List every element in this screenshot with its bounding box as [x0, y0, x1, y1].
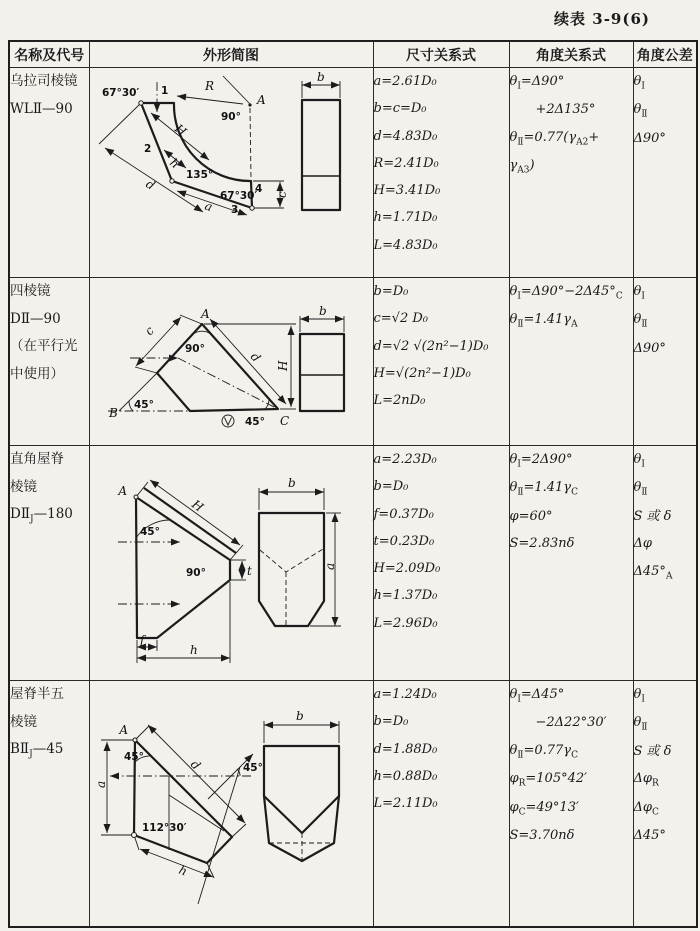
angle-formulas: $\theta_Ⅰ=\Delta 90^\circ$ +2Δ135° $\theta_Ⅱ=0.77(\gamma_{A2}+$ $\gamma_{A3}$)	[509, 68, 633, 278]
angle-label: 67°30′	[219, 190, 257, 202]
vertex-label-B: B	[108, 406, 118, 420]
dimension-formulas: b=D₀ c=√2 D₀ d=√2 √(2n²−1)D₀ H=√(2n²−1)D₀ L=2nD₀	[373, 278, 509, 446]
angle-label: 67°30′	[101, 87, 139, 99]
angle-label: 45°	[244, 416, 265, 428]
dim-label-c: c	[141, 323, 157, 339]
dim-label-H: H	[188, 497, 206, 515]
dim-label-b: b	[318, 304, 327, 318]
vertex-label-A: A	[256, 93, 266, 107]
wollaston-prism-diagram	[90, 68, 374, 274]
vertex-label-A: A	[200, 307, 210, 321]
dim-label-f: f	[139, 633, 144, 647]
tolerance-list: $\theta_Ⅰ$ $\theta_Ⅱ$ S 或 δ $\Delta\varphi_R$ $\Delta\varphi_C$ Δ45°	[633, 681, 697, 927]
face-label: 4	[254, 183, 262, 195]
prism-name: 屋脊半五 棱镜 $BⅡ_J—45$	[9, 681, 89, 927]
dim-label-a: a	[322, 562, 337, 570]
col-header-angles: 角度关系式	[509, 41, 633, 68]
tolerance-list: $\theta_Ⅰ$ $\theta_Ⅱ$ Δ90°	[633, 68, 697, 278]
table-caption: 续表 3-9(6)	[554, 10, 650, 28]
prism-name: 乌拉司棱镜 WLⅡ—90	[9, 68, 89, 278]
prism-spec-table	[8, 40, 698, 928]
angle-label: 112°30′	[141, 822, 187, 834]
col-header-tolerance: 角度公差	[633, 41, 697, 68]
angle-label: 90°	[220, 111, 241, 123]
angle-label: 45°	[133, 399, 154, 411]
angle-formulas: $\theta_Ⅰ=2\Delta 90^\circ$ $\theta_Ⅱ=1.41\gamma_C$ φ=60° S=2.83nδ	[509, 446, 633, 681]
col-header-dimensions: 尺寸关系式	[373, 41, 509, 68]
four-sided-prism-diagram	[90, 278, 374, 442]
table-row-four-sided-prism	[9, 278, 697, 446]
table-row-roof-right-angle-prism	[9, 446, 697, 681]
angle-label: 135°	[185, 169, 213, 181]
dimension-formulas: a=1.24D₀ b=D₀ d=1.88D₀ h=0.88D₀ L=2.11D₀	[373, 681, 509, 927]
face-label: 3	[230, 204, 238, 216]
angle-label: 45°	[139, 526, 160, 538]
dim-label-a: a	[202, 198, 214, 215]
roof-half-penta-prism-diagram	[90, 681, 374, 923]
header-row	[9, 41, 697, 68]
dim-label-t: t	[246, 564, 252, 578]
col-header-name: 名称及代号	[9, 41, 89, 68]
angle-label: 90°	[185, 567, 206, 579]
prism-name: 四棱镜 DⅡ—90 （在平行光 中使用）	[9, 278, 89, 446]
dimension-formulas: a=2.61D₀ b=c=D₀ d=4.83D₀ R=2.41D₀ H=3.41D₀ h=1.71D₀ L=4.83D₀	[373, 68, 509, 278]
dim-label-b: b	[295, 709, 304, 723]
dim-label-h: h	[166, 155, 182, 172]
angle-label: 45°	[123, 751, 144, 763]
tolerance-list: $\theta_Ⅰ$ $\theta_Ⅱ$ S 或 δ Δφ $\Delta 45^\circ_A$	[633, 446, 697, 681]
dim-label-d: d	[142, 176, 157, 193]
dim-label-h: h	[176, 862, 189, 879]
table-row-wollaston-prism	[9, 68, 697, 278]
vertex-label-C: C	[279, 414, 289, 428]
prism-name: 直角屋脊 棱镜 $DⅡ_J—180$	[9, 446, 89, 681]
angle-label: 90°	[184, 343, 205, 355]
dim-label-b: b	[316, 70, 325, 84]
angle-formulas: $\theta_Ⅰ=\Delta 90^\circ-2\Delta 45^\circ_C$ $\theta_Ⅱ=1.41\gamma_A$	[509, 278, 633, 446]
face-label: 1	[160, 85, 168, 97]
angle-label: 45°	[242, 762, 263, 774]
dimension-formulas: a=2.23D₀ b=D₀ f=0.37D₀ t=0.23D₀ H=2.09D₀ h=1.37D₀ L=2.96D₀	[373, 446, 509, 681]
dim-label-c: c	[274, 191, 289, 198]
dim-label-H: H	[171, 121, 189, 139]
dim-label-d: d	[247, 349, 263, 365]
face-label: 2	[143, 143, 151, 155]
dim-label-h: h	[189, 643, 198, 657]
dim-label-R: R	[204, 79, 214, 93]
dim-label-a: a	[93, 780, 108, 788]
tolerance-list: $\theta_Ⅰ$ $\theta_Ⅱ$ Δ90°	[633, 278, 697, 446]
dim-label-H: H	[275, 360, 290, 371]
vertex-label-A: A	[118, 723, 128, 737]
vertex-label-A: A	[117, 484, 127, 498]
table-row-roof-half-penta-prism	[9, 681, 697, 927]
dim-label-b: b	[287, 476, 296, 490]
dim-label-d: d	[187, 757, 203, 773]
angle-formulas: $\theta_Ⅰ=\Delta 45^\circ$ −2Δ22°30′ $\theta_Ⅱ=0.77\gamma_C$ $\varphi_R=105^\circ 42'$ $\varphi_C=49^\circ 13'$ S=3.70nδ	[509, 681, 633, 927]
col-header-diagram: 外形简图	[89, 41, 373, 68]
roof-right-angle-prism-diagram	[90, 446, 374, 677]
